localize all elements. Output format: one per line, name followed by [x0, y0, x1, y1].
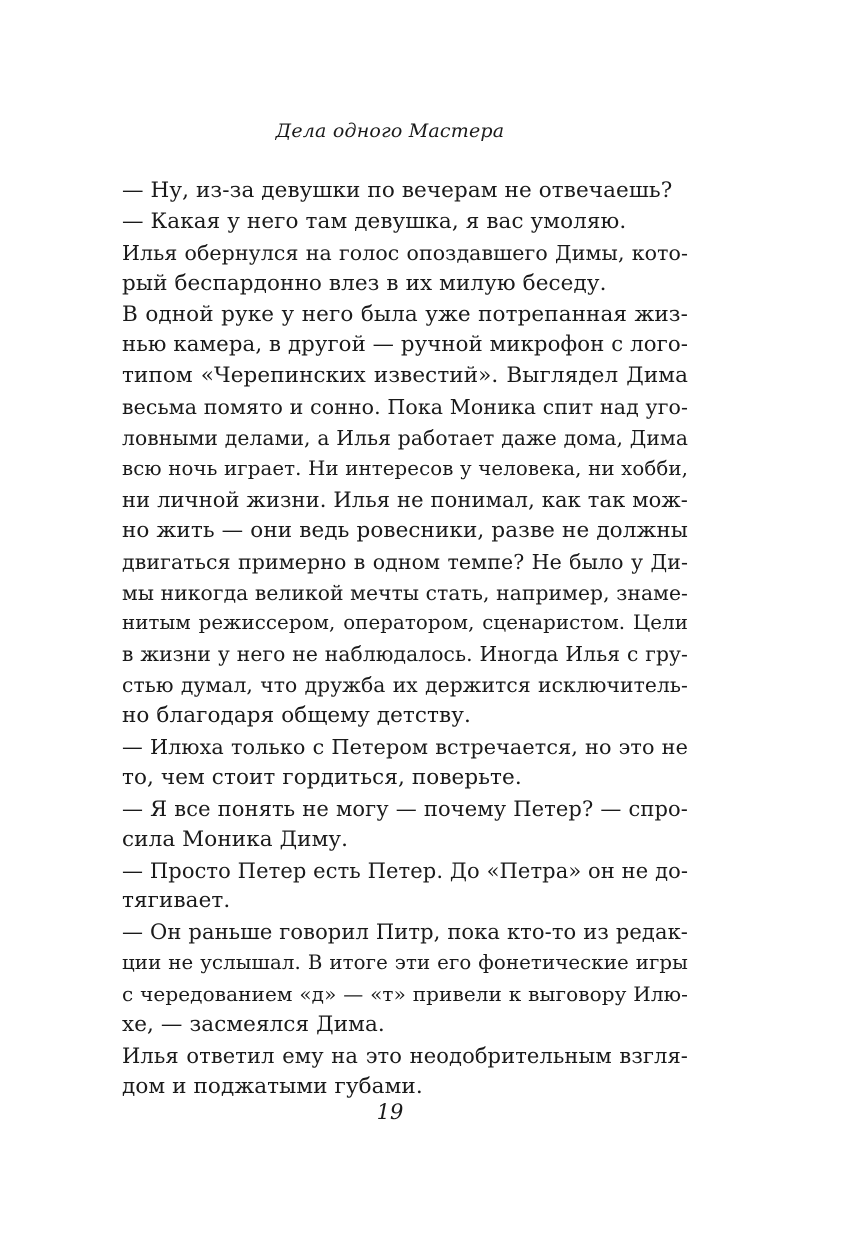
text-line: сила Моника Диму.	[122, 826, 349, 852]
running-head: Дела одного Мастера	[275, 120, 505, 142]
text-line: — Он раньше говорил Питр, пока кто-то из редак-	[122, 920, 688, 945]
text-line: всю ночь играет. Ни интересов у человека, ни хобби,	[122, 457, 688, 481]
text-line: хе, — засмеялся Дима.	[122, 1012, 385, 1038]
text-line: — Ну, из-за девушки по вечерам не отвечаешь?	[122, 178, 673, 203]
text-line: — Я все понять не могу — почему Петер? — спро-	[122, 796, 688, 821]
text-line: дом и поджатыми губами.	[122, 1073, 423, 1099]
text-line: — Илюха только с Петером встречается, но это не	[122, 735, 688, 760]
page-number: 19	[376, 1100, 404, 1124]
text-line: нью камера, в другой — ручной микрофон с лого-	[122, 332, 688, 358]
text-line: ни личной жизни. Илья не понимал, как так мож-	[122, 487, 688, 512]
text-line: но жить — они ведь ровесники, разве не должны	[122, 517, 688, 543]
body-text	[122, 176, 688, 1103]
text-line: двигаться примерно в одном темпе? Не было у Ди-	[122, 549, 688, 574]
text-line: то, чем стоит гордиться, поверьте.	[122, 764, 522, 790]
text-line: — Какая у него там девушка, я вас умоляю.	[122, 208, 627, 234]
text-line: — Просто Петер есть Петер. До «Петра» он не до-	[122, 858, 689, 883]
text-line: нитым режиссером, оператором, сценаристом. Цели	[122, 611, 688, 635]
text-line: но благодаря общему детству.	[122, 703, 471, 729]
text-line: весьма помято и сонно. Пока Моника спит над уго-	[122, 395, 688, 420]
text-line: стью думал, что дружба их держится исключитель-	[122, 673, 688, 698]
text-line: рый беспардонно влез в их милую беседу.	[122, 270, 607, 296]
text-line: ловными делами, а Илья работает даже дома, Дима	[122, 426, 688, 451]
text-line: с чередованием «д» — «т» привели к выговору Илю-	[122, 982, 688, 1007]
text-line: ции не услышал. В итоге эти его фонетические игры	[122, 951, 688, 975]
text-line: мы никогда великой мечты стать, например, знаме-	[122, 580, 688, 605]
text-line: типом «Черепинских известий». Выглядел Дима	[122, 363, 688, 389]
text-line: В одной руке у него была уже потрепанная жиз-	[122, 301, 688, 327]
text-line: тягивает.	[122, 888, 231, 914]
text-line: Илья обернулся на голос опоздавшего Димы, кото-	[122, 240, 688, 265]
text-line: Илья ответил ему на это неодобрительным взгля-	[122, 1043, 688, 1068]
text-line: в жизни у него не наблюдалось. Иногда Илья с гру-	[122, 642, 688, 667]
